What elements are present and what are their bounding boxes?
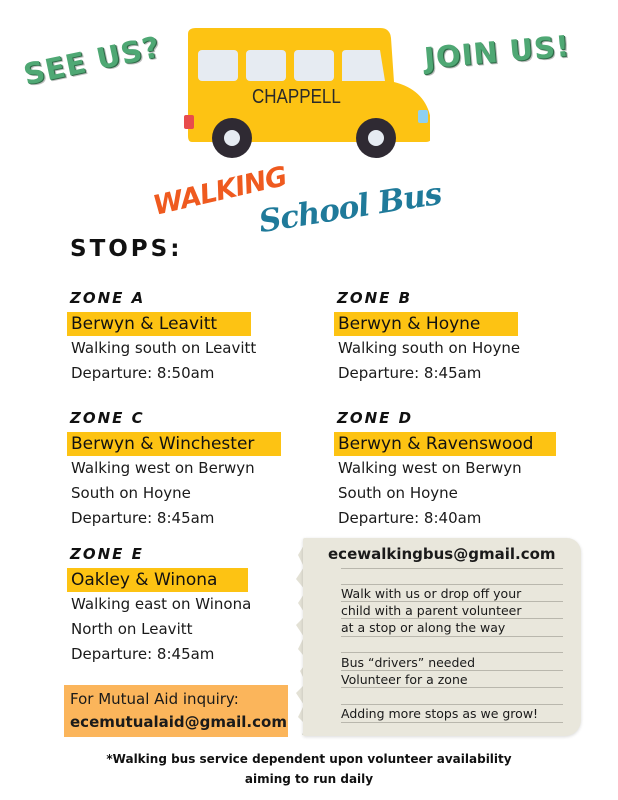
zone-departure: Departure: 8:50am (71, 364, 215, 382)
zone-direction: Walking west on Berwyn (338, 459, 522, 477)
title-school-bus: School Bus (256, 175, 444, 241)
title-walking: WALKING (150, 161, 290, 222)
zone-stop: Berwyn & Winchester (67, 432, 281, 456)
zone-b (334, 289, 520, 386)
info-note-card (303, 538, 581, 736)
disclaimer-line-2: aiming to run daily (244, 772, 374, 786)
note-line: Walk with us or drop off your (341, 586, 522, 601)
zone-c (67, 409, 281, 531)
zone-title: ZONE D (337, 409, 414, 427)
walking-bus-email-link[interactable]: ecewalkingbus@gmail.com (328, 545, 556, 563)
zone-stop: Oakley & Winona (67, 568, 248, 592)
zone-departure: Departure: 8:40am (338, 509, 482, 527)
zone-d (334, 409, 556, 531)
zone-direction-2: South on Hoyne (71, 484, 191, 502)
zone-e (67, 545, 251, 667)
divider (341, 704, 563, 705)
zone-departure: Departure: 8:45am (71, 509, 215, 527)
zone-a (67, 289, 256, 386)
stops-heading: STOPS: (70, 236, 183, 262)
divider (341, 584, 563, 585)
divider (341, 722, 563, 723)
zone-departure: Departure: 8:45am (71, 645, 215, 663)
divider (341, 618, 563, 619)
note-line: Volunteer for a zone (341, 672, 468, 687)
mutual-aid-box (64, 685, 288, 737)
zone-direction: Walking east on Winona (71, 595, 252, 613)
zone-title: ZONE E (70, 545, 144, 563)
note-line: Adding more stops as we grow! (341, 706, 539, 721)
zone-stop: Berwyn & Ravenswood (334, 432, 556, 456)
mutual-aid-email-link[interactable]: ecemutualaid@gmail.com (70, 713, 287, 731)
divider (341, 568, 563, 569)
zone-title: ZONE B (337, 289, 413, 307)
disclaimer-line-1: *Walking bus service dependent upon volunteer availability (106, 752, 512, 766)
divider (341, 636, 563, 637)
zone-title: ZONE C (70, 409, 145, 427)
zone-title: ZONE A (70, 289, 146, 307)
divider (341, 652, 563, 653)
zone-direction-2: North on Leavitt (71, 620, 193, 638)
zone-direction-2: South on Hoyne (338, 484, 458, 502)
note-line: child with a parent volunteer (341, 603, 522, 618)
bus-label: CHAPPELL (252, 86, 341, 108)
zone-departure: Departure: 8:45am (338, 364, 482, 382)
divider (341, 670, 563, 671)
note-line: at a stop or along the way (341, 620, 506, 635)
zone-direction: Walking south on Hoyne (338, 339, 521, 357)
zone-stop: Berwyn & Leavitt (67, 312, 251, 336)
zone-direction: Walking south on Leavitt (71, 339, 257, 357)
zone-direction: Walking west on Berwyn (71, 459, 255, 477)
note-line: Bus “drivers” needed (341, 655, 476, 670)
mutual-aid-label: For Mutual Aid inquiry: (70, 690, 239, 708)
see-us-slogan: SEE US? (20, 29, 164, 92)
divider (341, 601, 563, 602)
divider (341, 687, 563, 688)
join-us-slogan: JOIN US! (422, 28, 572, 76)
zone-stop: Berwyn & Hoyne (334, 312, 518, 336)
